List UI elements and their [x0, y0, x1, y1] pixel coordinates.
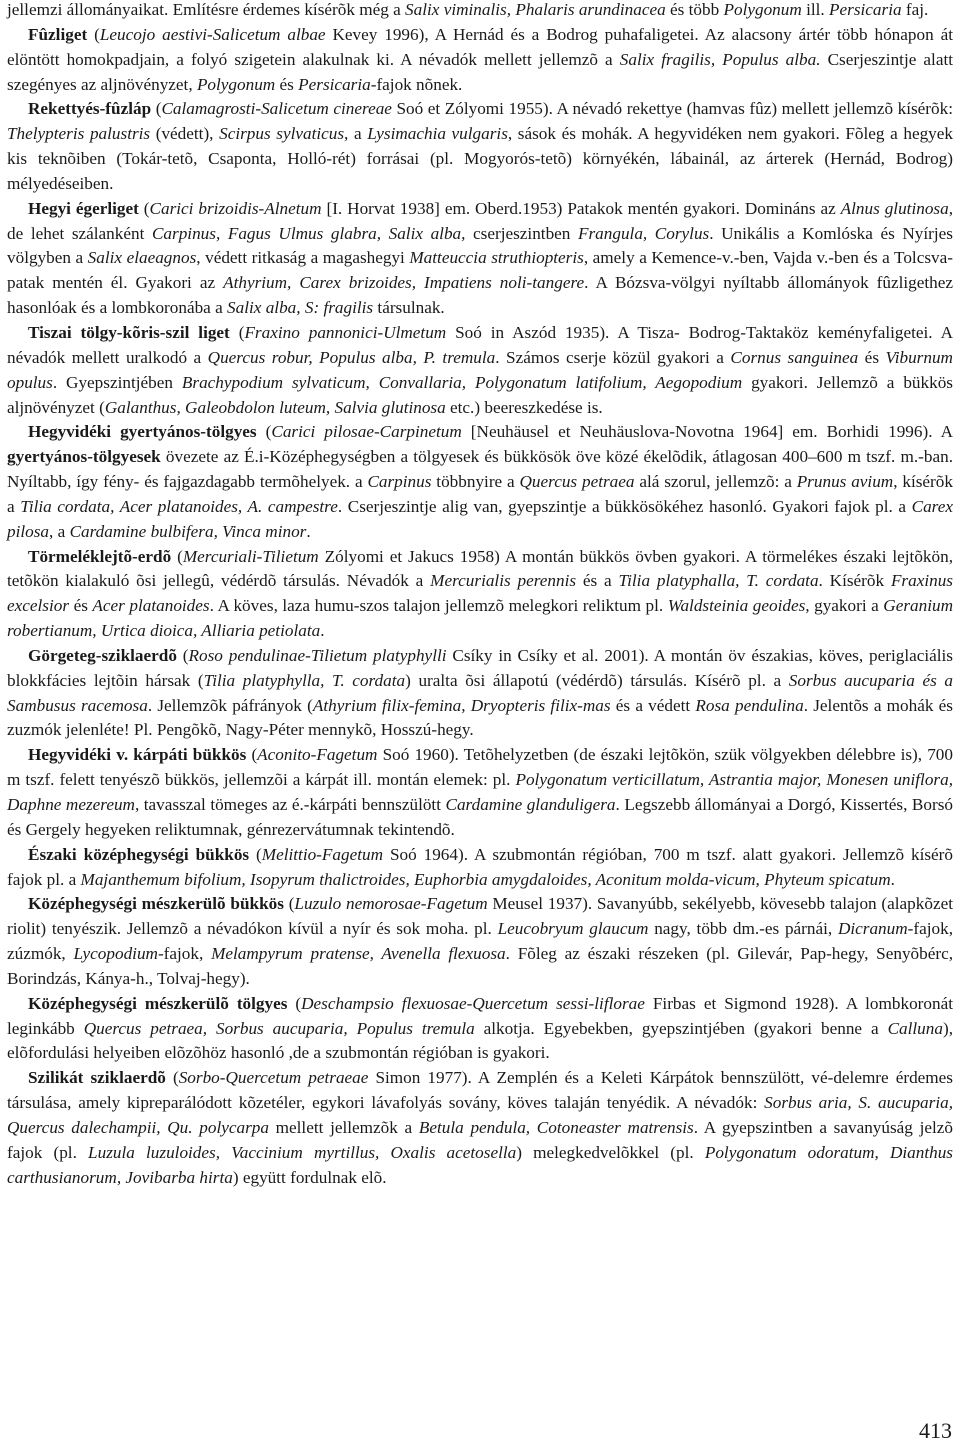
- text-run: . Jellemzõk páfrányok (: [147, 695, 313, 715]
- species-name: Viburnum opulus: [7, 347, 953, 392]
- species-name: Athyrium filix-femina, Dryopteris filix-mas: [312, 695, 611, 715]
- species-name: Tilia platyphalla, T. cordata: [618, 571, 819, 591]
- text-run: , a: [49, 521, 70, 541]
- body-paragraph: [7, 545, 953, 644]
- species-name: Polygonatum odoratum, Dianthus carthusianorum, Jovibarba hirta: [7, 1142, 953, 1187]
- body-paragraph: [7, 892, 953, 991]
- species-name: Luzula luzuloides, Vaccinium myrtillus, Oxalis acetosella: [88, 1142, 517, 1162]
- species-name: Calamagrosti-Salicetum cinereae: [161, 99, 392, 119]
- text-run: , a: [344, 124, 368, 144]
- species-name: Galanthus, Galeobdolon luteum, Salvia glutinosa: [104, 397, 446, 417]
- species-name: Waldsteinia geoides: [667, 596, 806, 616]
- species-name: Persicaria: [298, 74, 371, 94]
- document-page: [7, 0, 953, 1191]
- bold-term: Törmeléklejtõ-erdõ: [28, 546, 172, 566]
- text-run: (védett),: [150, 124, 220, 144]
- text-run: és: [275, 74, 299, 94]
- text-run: faj.: [901, 0, 929, 19]
- species-name: Melampyrum pratense, Avenella flexuosa: [211, 944, 506, 964]
- text-run: [I. Horvat 1938] em. Oberd.1953) Patakok mentén gyakori. Domináns az: [321, 198, 841, 218]
- species-name: Fraxinus excelsior: [7, 571, 953, 616]
- species-name: Leucojo aestivi-Salicetum albae: [99, 24, 326, 44]
- text-run: ) melegkedvelõkkel (pl.: [516, 1142, 705, 1162]
- text-run: , védett ritkaság a magashegyi: [196, 248, 410, 268]
- species-name: Aconito-Fagetum: [257, 745, 378, 765]
- text-run: , gyakori a: [805, 596, 884, 616]
- species-name: Dicranum: [837, 919, 908, 939]
- text-run: jellemzi állományaikat. Említésre érdemes kísérõk még a: [7, 0, 406, 19]
- species-name: Calluna: [887, 1018, 943, 1038]
- text-run: alá szorul, jellemzõ: a: [634, 472, 797, 492]
- text-run: és a védett: [610, 695, 696, 715]
- body-paragraph: [7, 0, 953, 23]
- text-run: .: [306, 521, 311, 541]
- species-name: Melittio-Fagetum: [261, 844, 384, 864]
- text-run: mellett jellemzõk a: [268, 1117, 419, 1137]
- body-paragraph: [7, 1066, 953, 1190]
- text-run: .: [320, 621, 325, 641]
- text-run: Soó et Zólyomi 1955). A névadó rekettye (hamvas fûz) mellett jellemzõ kísérõk:: [391, 99, 953, 119]
- text-run: , de lehet szálanként: [7, 198, 953, 243]
- text-run: cserjeszintben: [465, 223, 578, 243]
- text-run: ) együtt fordulnak elõ.: [232, 1167, 387, 1187]
- text-run: Soó 1960). Tetõhelyzetben (de északi lejtõkön, szük völgyekben délebbre is), 700 m tszf. felett tenyészõ bükkös, jellemzõi a kárpát ill. montán elemek: pl.: [7, 745, 953, 790]
- text-run: . A köves, laza humu-szos talajon jellemzõ melegkori reliktum pl.: [209, 596, 668, 616]
- text-run: Soó 1964). A szubmontán régióban, 700 m tszf. alatt gyakori. Jellemzõ kísérõ fajok pl. a: [7, 844, 953, 889]
- species-name: Rosa pendulina: [695, 695, 804, 715]
- species-name: Brachypodium sylvaticum, Convallaria, Polygonatum latifolium, Aegopodium: [181, 372, 743, 392]
- species-name: Mercurialis perennis: [430, 571, 577, 591]
- species-name: Salix viminalis, Phalaris arundinacea: [405, 0, 666, 19]
- species-name: Thelypteris palustris: [7, 124, 151, 144]
- species-name: Lycopodium: [73, 944, 158, 964]
- bold-term: Görgeteg-sziklaerdõ: [28, 645, 177, 665]
- species-name: Betula pendula, Cotoneaster matrensis: [418, 1117, 694, 1137]
- body-paragraph: [7, 197, 953, 321]
- text-run: társulnak.: [373, 298, 445, 318]
- species-name: Salix fragilis, Populus alba.: [619, 49, 821, 69]
- species-name: Scirpus sylvaticus: [219, 124, 345, 144]
- species-name: Polygonum: [723, 0, 802, 19]
- text-run: gyakori. Jellemzõ a bükkös aljnövényzet (: [7, 372, 953, 417]
- species-name: Athyrium, Carex brizoides, Impatiens noli-tangere: [223, 273, 585, 293]
- bold-term: Középhegységi mészkerülõ bükkös: [28, 894, 284, 914]
- species-name: Roso pendulinae-Tilietum platyphylli: [188, 645, 447, 665]
- bold-term: Szilikát sziklaerdõ: [28, 1068, 166, 1088]
- text-run: Firbas et Sigmond 1928). A lombkoronát leginkább: [7, 993, 953, 1038]
- bold-term: gyertyános-tölgyesek: [7, 447, 161, 467]
- species-name: Tilia cordata, Acer platanoides, A. campestre: [20, 496, 338, 516]
- text-run: ), elõfordulási helyeiben elõzõhöz hasonló ,de a szubmontán régióban is gyakori.: [7, 1018, 953, 1063]
- text-run: (: [171, 546, 183, 566]
- text-run: [Neuhäusel et Neuhäuslova-Novotna 1964] em. Borhidi 1996). A: [461, 422, 953, 442]
- text-run: Zólyomi et Jakucs 1958) A montán bükkös övben gyakori. A törmelékes északi lejtõkön, tetõkön kialakuló õsi jellegû, védérdõ társulás. Névadók a: [7, 546, 953, 591]
- bold-term: Északi középhegységi bükkös: [28, 844, 250, 864]
- species-name: Persicaria: [829, 0, 902, 19]
- text-run: . A Bózsva-völgyi nyíltabb állományok fûzligethez hasonlóak és a lombkoronába a: [7, 273, 954, 318]
- species-name: Matteuccia struthiopteris: [409, 248, 584, 268]
- text-run: (: [246, 745, 258, 765]
- text-run: és a: [576, 571, 619, 591]
- species-name: Quercus petraea: [519, 472, 635, 492]
- species-name: Polygonatum verticillatum, Astrantia major, Monesen uniflora, Daphne mezereum: [7, 770, 954, 814]
- body-paragraph: [7, 992, 953, 1067]
- text-run: . Fõleg az északi részeken (pl. Gilevár, Pap-hegy, Senyõbérc, Borindzás, Kánya-h., Tolvaj-hegy).: [7, 944, 953, 988]
- text-run: alkotja. Egyebekben, gyepszintjében (gyakori benne a: [474, 1018, 888, 1038]
- text-run: . A gyepszintben a savanyúság jelzõ fajok (pl.: [7, 1117, 954, 1162]
- bold-term: Tiszai tölgy-kõris-szil liget: [28, 322, 230, 342]
- text-run: Kevey 1996), A Hernád és a Bodrog puhafaligetei. Az alacsony ártér több hónapon át elöntött homokpadjain, a folyó szigetein alakulnak ki. A névadók mellett jellemzõ a: [7, 24, 953, 69]
- page-number: 413: [919, 1418, 952, 1443]
- text-run: ) uralta õsi állapotú (védérdõ) társulás. Kísérõ pl. a: [405, 670, 789, 690]
- text-run: többnyire a: [431, 472, 520, 492]
- text-run: , sások és mohák. A hegyvidéken nem gyakori. Fõleg a hegyek kis teknõiben (Tokár-tetõ, Csaponta, Holló-rét) forrásai (pl. Mogyorós-tetõ) környékén, lábainál, az árterek (Hernád, Bodrog) mélyedéseiben.: [7, 124, 953, 193]
- text-run: Meusel 1937). Savanyúbb, sekélyebb, kövesebb talajon (alapkõzet riolit) tenyészik. Jellemzõ a névadókon kívül a nyír és sok moha. pl.: [7, 894, 953, 939]
- text-run: Csíky in Csíky et al. 2001). A montán öv északias, köves, periglaciális blokkfácies lejtõin hársak (: [7, 645, 953, 690]
- text-run: . Kísérõk: [818, 571, 891, 591]
- text-run: . Cserjeszintje alig van, gyepszintje a bükkösökéhez hasonló. Gyakori fajok pl. a: [337, 496, 912, 516]
- species-name: Sorbus aria, S. aucuparia, Quercus dalechampii, Qu. polycarpa: [7, 1093, 953, 1137]
- species-name: Tilia platyphylla, T. cordata: [203, 670, 406, 690]
- text-run: , kísérõk a: [7, 472, 953, 516]
- text-run: . Unikális a Komlóska és Nyírjes völgyben a: [7, 223, 953, 268]
- text-run: -fajok,: [157, 944, 212, 964]
- species-name: Majanthemum bifolium, Isopyrum thalictroides, Euphorbia amygdaloides, Aconitum molda-vicum, Phyteum spicatum: [80, 869, 891, 889]
- bold-term: Fûzliget: [28, 24, 88, 44]
- species-name: Salix alba, S: fragilis: [227, 298, 374, 318]
- text-run: (: [151, 99, 162, 119]
- species-name: Cornus sanguinea: [730, 347, 859, 367]
- species-name: Cardamine glanduligera: [445, 795, 616, 814]
- text-run: (: [138, 198, 150, 218]
- text-run: és: [858, 347, 886, 367]
- body-paragraph: [7, 843, 953, 893]
- text-run: Simon 1977). A Zemplén és a Keleti Kárpátok bennszülött, vé-delemre érdemes társulása, amely kipreparálódott kõzetéler, egykori lávafolyás sovány, köves talaján tenyédik. A névadók:: [7, 1068, 953, 1113]
- species-name: Prunus avium: [796, 472, 894, 492]
- text-run: . Számos cserje közül gyakori a: [495, 347, 731, 367]
- text-run: , tavasszal tömeges az é.-kárpáti bennszülött: [134, 795, 446, 814]
- species-name: Sorbus aucuparia és a Sambusus racemosa: [7, 670, 953, 715]
- species-name: Acer platanoides: [92, 596, 210, 616]
- body-paragraph: [7, 420, 953, 544]
- text-run: , amely a Kemence-v.-ben, Vajda v.-ben és a Tolcsva-patak mentén él. Gyakori az: [7, 248, 953, 293]
- species-name: Cardamine bulbifera, Vinca minor: [69, 521, 307, 541]
- text-run: . Legszebb állományai a Dorgó, Kissertés, Borsó és Gergely hegyeken reliktumnak, génrezervátumnak tekintendõ.: [7, 795, 953, 839]
- species-name: Carpinus, Fagus Ulmus glabra, Salix alba,: [151, 223, 466, 243]
- text-run: (: [283, 894, 295, 914]
- text-run: (: [87, 24, 100, 44]
- species-name: Quercus robur, Populus alba, P. tremula: [207, 347, 496, 367]
- text-run: .: [890, 869, 895, 889]
- body-paragraph: [7, 644, 953, 743]
- text-run: (: [229, 322, 245, 342]
- species-name: Leucobryum glaucum: [497, 919, 649, 939]
- species-name: Frangula, Corylus: [577, 223, 710, 243]
- text-run: -fajok nõnek.: [370, 74, 463, 94]
- body-paragraph: [7, 97, 953, 196]
- bold-term: Hegyvidéki v. kárpáti bükkös: [28, 745, 247, 765]
- text-run: etc.) beereszkedése is.: [445, 397, 603, 417]
- species-name: Carex pilosa: [7, 496, 953, 541]
- bold-term: Hegyi égerliget: [28, 198, 139, 218]
- species-name: Carpinus: [367, 472, 432, 492]
- text-run: (: [287, 993, 302, 1013]
- bold-term: Hegyvidéki gyertyános-tölgyes: [28, 422, 257, 442]
- text-run: Soó in Aszód 1935). A Tisza- Bodrog-Taktaköz keményfaligetei. A névadók mellett uralkodó a: [7, 322, 953, 367]
- text-run: . Gyepszintjében: [52, 372, 182, 392]
- text-run: -fajok, zúzmók,: [7, 919, 953, 964]
- text-run: övezete az É.i-Középhegységben a tölgyesek és bükkösök öve közé ékelõdik, átlagosan 400–600 m tszf. m.-ban. Nyíltabb, így fény- és fajgazdagabb termõhelyek. a: [7, 447, 953, 492]
- bold-term: Rekettyés-fûzláp: [28, 99, 152, 119]
- species-name: Carici brizoidis-Alnetum: [149, 198, 322, 218]
- text-run: . Jelentõs a mohák és zuzmók jelenléte! Pl. Pengõkõ, Nagy-Péter mennykõ, Hosszú-hegy.: [7, 695, 953, 740]
- species-name: Fraxino pannonici-Ulmetum: [244, 322, 447, 342]
- body-paragraph: [7, 23, 953, 98]
- species-name: Mercuriali-Tilietum: [182, 546, 319, 566]
- text-run: és több: [665, 0, 724, 19]
- species-name: Salix elaeagnos: [87, 248, 197, 268]
- text-run: (: [256, 422, 272, 442]
- species-name: Deschampsio flexuosae-Quercetum sessi-liflorae: [301, 993, 645, 1013]
- text-run: (: [249, 844, 262, 864]
- text-run: Cserjeszintje alatt szegényes az aljnövényzet,: [7, 49, 954, 94]
- bold-term: Középhegységi mészkerülõ tölgyes: [28, 993, 288, 1013]
- text-run: (: [165, 1068, 179, 1088]
- species-name: Carici pilosae-Carpinetum: [271, 422, 462, 442]
- text-run: nagy, több dm.-es párnái,: [648, 919, 838, 939]
- text-run: ill.: [801, 0, 829, 19]
- species-name: Lysimachia vulgaris: [367, 124, 508, 144]
- species-name: Sorbo-Quercetum petraeae: [178, 1068, 369, 1088]
- body-paragraph: [7, 321, 953, 420]
- species-name: Quercus petraea, Sorbus aucuparia, Populus tremula: [83, 1018, 475, 1038]
- text-run: és: [69, 596, 93, 616]
- species-name: Luzulo nemorosae-Fagetum: [294, 894, 488, 914]
- species-name: Polygonum: [196, 74, 276, 94]
- species-name: Alnus glutinosa: [840, 198, 949, 218]
- body-paragraph: [7, 743, 953, 842]
- text-run: (: [176, 645, 189, 665]
- species-name: Geranium robertianum, Urtica dioica, Alliaria petiolata: [7, 596, 953, 641]
